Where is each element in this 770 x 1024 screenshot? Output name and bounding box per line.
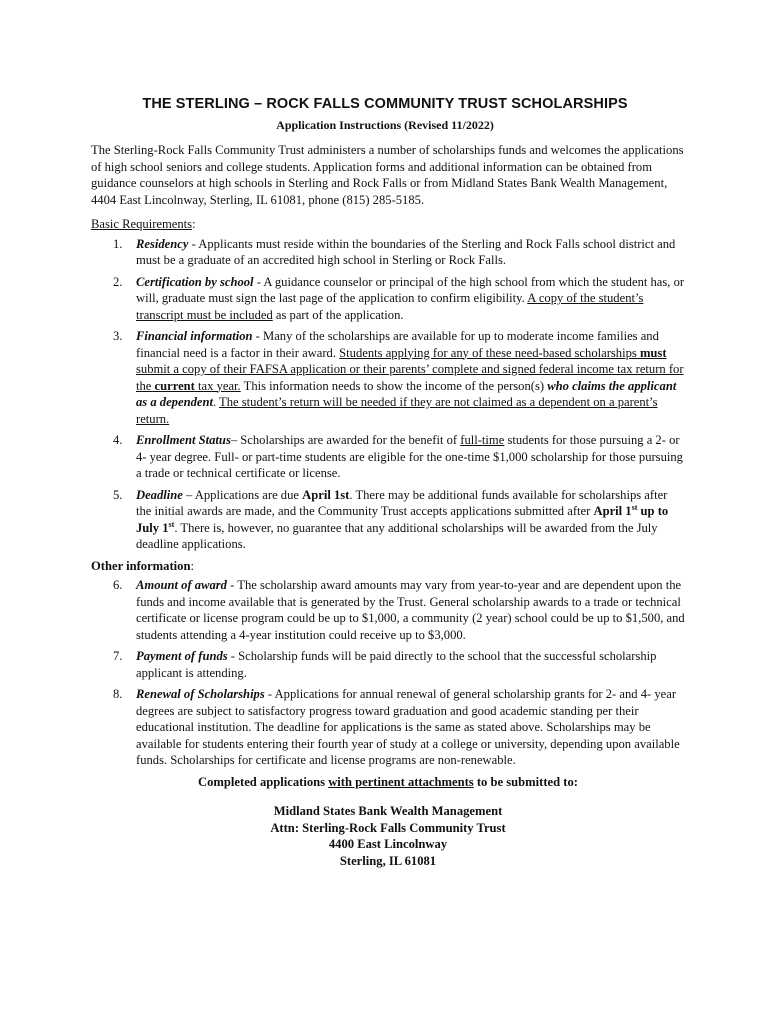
list-item: 8. Renewal of Scholarships - Applications for annual renewal of general scholarship grants for 2- and 4- year degrees are subject to satisfactory progress toward graduation and good academic standing per their educational institution. The deadline for applications is the same as stated above. Scholarships may be available for students entering their fourth year of study at a college or university, depending upon available funds. Scholarships for certificate and license programs are non-renewable. [113, 687, 680, 767]
address-line: 4400 East Lincolnway [328, 837, 448, 851]
document-subtitle: Application Instructions (Revised 11/2022) [276, 118, 494, 132]
address-line: Midland States Bank Wealth Management [273, 804, 503, 818]
list-item: 2. Certification by school - A guidance counselor or principal of the high school from which the student has, or will, graduate must sign the last page of the application to confirm eligibility. A copy of the student’s transcript must be included as part of the application. [113, 274, 685, 322]
document-title: THE STERLING – ROCK FALLS COMMUNITY TRUST SCHOLARSHIPS [142, 96, 628, 112]
other-information-list [91, 577, 685, 769]
other-information-heading: Other information: [91, 558, 194, 573]
list-item: 1. Residency - Applicants must reside within the boundaries of the Sterling and Rock Falls school district and must be a graduate of an accredited high school in Sterling or Rock Falls. [113, 236, 676, 267]
list-item: 5. Deadline – Applications are due April 1st. There may be additional funds available for scholarships after the initial awards are made, and the Community Trust accepts applications submitted after April 1st up to July 1st. There is, however, no guarantee that any additional scholarships will be awarded from the July deadline applications. [113, 487, 669, 551]
basic-requirements-list [91, 236, 685, 553]
mailing-address [91, 803, 685, 869]
list-item: 6. Amount of award - The scholarship award amounts may vary from year-to-year and are dependent upon the funds and income available that is generated by the Trust. General scholarship awards to a trade or technical certificate or license program could be up to $1,000, a community (2 year) school could be up to $1,500, and students attending a 4-year institution could receive up to $3,000. [113, 578, 685, 642]
document-body [91, 142, 685, 869]
list-item: 7. Payment of funds - Scholarship funds will be paid directly to the school that the successful scholarship applicant is attending. [113, 649, 657, 680]
submission-instruction: Completed applications with pertinent attachments to be submitted to: [198, 774, 578, 789]
address-line: Sterling, IL 61081 [339, 853, 437, 868]
intro-paragraph: The Sterling-Rock Falls Community Trust administers a number of scholarships funds and welcomes the applications of high school seniors and college students. Application forms and additional information can be obtained from guidance counselors at high schools in Sterling and Rock Falls or from Midland States Bank Wealth Management, 4404 East Lincolnway, Sterling, IL 61081, phone (815) 285-5185. [91, 143, 684, 207]
address-line: Attn: Sterling-Rock Falls Community Trust [270, 820, 506, 835]
basic-requirements-heading: Basic Requirements: [91, 217, 196, 231]
list-item: 3. Financial information - Many of the scholarships are available for up to moderate income families and financial need is a factor in their award. Students applying for any of these need-based scholarships must submit a copy of their FAFSA application or their parents’ complete and signed federal income tax return for the current tax year. This information needs to show the income of the person(s) who claims the applicant as a dependent. The student’s return will be needed if they are not claimed as a dependent on a parent’s return. [113, 329, 684, 426]
list-item: 4. Enrollment Status– Scholarships are awarded for the benefit of full-time students for those pursuing a 2- or 4- year degree. Full- or part-time students are eligible for the one-time $1,000 scholarship for those pursuing a trade or technical certificate or license. [113, 433, 683, 480]
